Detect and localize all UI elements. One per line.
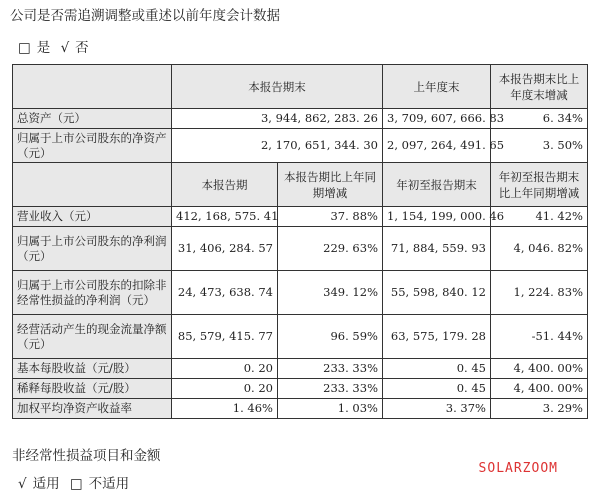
cell: 412, 168, 575. 41 [172,207,278,227]
row-label: 营业收入（元） [13,207,172,227]
cell: 31, 406, 284. 57 [172,227,278,271]
cell: 0. 20 [172,359,278,379]
cell: 4, 400. 00% [491,379,588,399]
row-label: 归属于上市公司股东的净资产（元） [13,129,172,163]
checkmark-icon: √ [60,40,70,56]
cell: 1. 03% [278,399,383,419]
section-heading: 公司是否需追溯调整或重述以前年度会计数据 [10,8,280,24]
col-header: 上年度末 [383,65,491,109]
table-row [13,129,588,163]
cell: 3, 709, 607, 666. 83 [383,109,491,129]
row-label: 总资产（元） [13,109,172,129]
table2-header-row [13,163,588,207]
cell: 0. 45 [383,379,491,399]
cell: 3. 50% [491,129,588,163]
cell: 4, 400. 00% [491,359,588,379]
row-label: 加权平均净资产收益率 [13,399,172,419]
watermark: SOLARZOOM [478,461,558,476]
table-row [13,109,588,129]
cell: 2, 097, 264, 491. 65 [383,129,491,163]
cell: 1, 154, 199, 000. 46 [383,207,491,227]
col-header: 本报告期末比上年度末增减 [491,65,588,109]
table-row [13,315,588,359]
col-header: 年初至报告期末 [383,163,491,207]
col-header: 本报告期比上年同期增减 [278,163,383,207]
checkbox-empty-icon: □ [18,40,31,56]
cell: 349. 12% [278,271,383,315]
cell: 2, 170, 651, 344. 30 [172,129,383,163]
checkbox-empty-icon: □ [69,476,83,492]
cell: 41. 42% [491,207,588,227]
cell: 3, 944, 862, 283. 26 [172,109,383,129]
cell: 3. 37% [383,399,491,419]
table-row [13,227,588,271]
row-label: 基本每股收益（元/股） [13,359,172,379]
cell: 85, 579, 415. 77 [172,315,278,359]
checkmark-icon: √ [18,476,27,492]
cell: 4, 046. 82% [491,227,588,271]
col-header: 本报告期 [172,163,278,207]
cell: 96. 59% [278,315,383,359]
option-applicable-label: 适用 [32,476,60,492]
table-row [13,399,588,419]
cell: 63, 575, 179. 28 [383,315,491,359]
nonrecurring-heading: 非经常性损益项目和金额 [12,448,161,464]
cell: 71, 884, 559. 93 [383,227,491,271]
cell: -51. 44% [491,315,588,359]
row-label: 归属于上市公司股东的净利润（元） [13,227,172,271]
table-row [13,379,588,399]
restatement-choice [18,36,95,56]
table-row [13,271,588,315]
cell: 233. 33% [278,359,383,379]
applicable-choice [18,472,135,492]
option-yes-label: 是 [36,40,51,56]
cell: 1, 224. 83% [491,271,588,315]
table1-header-row [13,65,588,109]
cell: 233. 33% [278,379,383,399]
cell: 37. 88% [278,207,383,227]
cell: 0. 20 [172,379,278,399]
cell: 1. 46% [172,399,278,419]
cell: 229. 63% [278,227,383,271]
option-no-label: 否 [75,40,89,56]
col-header: 本报告期末 [172,65,383,109]
row-label: 稀释每股收益（元/股） [13,379,172,399]
financial-data-table [12,64,588,419]
table-row [13,207,588,227]
table-row [13,359,588,379]
cell: 0. 45 [383,359,491,379]
cell: 55, 598, 840. 12 [383,271,491,315]
row-label: 归属于上市公司股东的扣除非经常性损益的净利润（元） [13,271,172,315]
row-label: 经营活动产生的现金流量净额（元） [13,315,172,359]
cell: 3. 29% [491,399,588,419]
cell: 6. 34% [491,109,588,129]
col-header: 年初至报告期末比上年同期增减 [491,163,588,207]
header-corner [13,163,172,207]
option-not-applicable-label: 不适用 [88,476,130,492]
cell: 24, 473, 638. 74 [172,271,278,315]
header-corner [13,65,172,109]
